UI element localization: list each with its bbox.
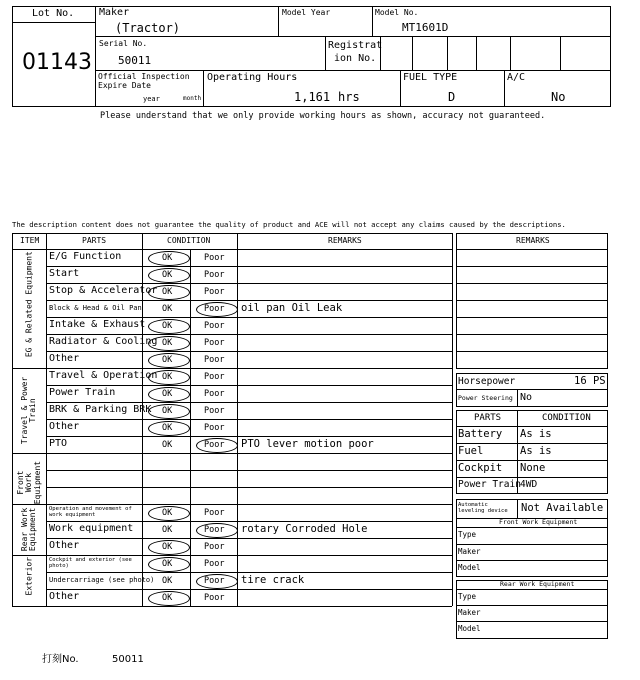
auto-level-label: Automatic leveling device	[458, 502, 508, 515]
part-name: Power Train	[49, 387, 116, 398]
fuel-type-label: FUEL TYPE	[403, 72, 458, 83]
model-no-label: Model No.	[375, 8, 419, 17]
ac-value: No	[551, 90, 566, 104]
condition-poor: Poor	[204, 508, 225, 518]
part-name: Other	[49, 421, 80, 432]
side-parts-label: PARTS	[474, 413, 502, 423]
condition-poor: Poor	[204, 423, 225, 433]
condition-ok: OK	[162, 287, 173, 297]
fuel-type-value: D	[448, 90, 456, 104]
condition-poor: Poor	[204, 338, 225, 348]
condition-ok: OK	[162, 355, 173, 365]
condition-poor: Poor	[204, 542, 225, 552]
horsepower-label: Horsepower	[458, 376, 516, 387]
fuel-label: Fuel	[458, 445, 484, 457]
part-name: BRK & Parking BRK	[49, 404, 152, 415]
horsepower-value: 16 PS	[574, 375, 606, 387]
condition-poor: Poor	[204, 287, 225, 297]
remark-text: oil pan Oil Leak	[241, 302, 343, 314]
front-type-label: Type	[458, 530, 477, 539]
model-year-label: Model Year	[282, 8, 331, 17]
selected-condition-circle	[196, 574, 238, 589]
condition-ok: OK	[162, 525, 173, 535]
selected-condition-circle	[196, 438, 238, 453]
maker-value: (Tractor)	[115, 21, 181, 35]
part-name: Intake & Exhaust	[49, 319, 146, 330]
part-name: Operation and movement of work equipment	[49, 506, 132, 519]
serial-no-value: 50011	[118, 54, 152, 67]
condition-poor: Poor	[204, 270, 225, 280]
cockpit-label: Cockpit	[458, 462, 503, 474]
cockpit-value: None	[520, 462, 546, 474]
condition-poor: Poor	[204, 440, 225, 450]
condition-poor: Poor	[204, 525, 225, 535]
condition-ok: OK	[162, 270, 173, 280]
condition-poor: Poor	[204, 559, 225, 569]
condition-ok: OK	[162, 559, 173, 569]
condition-poor: Poor	[204, 389, 225, 399]
selected-condition-circle	[148, 370, 190, 385]
remark-text: PTO lever motion poor	[241, 438, 374, 450]
description-notice: The description content does not guarantee the quality of product and ACE will not accept any claims caused by the descriptions.	[12, 220, 566, 229]
year-label: year	[143, 95, 160, 103]
condition-poor: Poor	[204, 406, 225, 416]
battery-value: As is	[520, 428, 552, 440]
front-work-label: Front Work Equipment	[499, 518, 578, 526]
part-name: PTO	[49, 438, 68, 449]
serial-no-label: Serial No.	[99, 39, 148, 48]
selected-condition-circle	[148, 387, 190, 402]
battery-label: Battery	[458, 428, 503, 440]
condition-ok: OK	[162, 372, 173, 382]
rear-type-label: Type	[458, 592, 477, 601]
condition-poor: Poor	[204, 576, 225, 586]
part-name: Other	[49, 540, 80, 551]
side-remarks-label: REMARKS	[516, 236, 550, 245]
condition-ok: OK	[162, 253, 173, 263]
hours-notice: Please understand that we only provide working hours as shown, accuracy not guaranteed.	[100, 111, 546, 121]
power-steering-value: No	[520, 392, 533, 403]
remark-text: tire crack	[241, 574, 305, 586]
lot-no-value: 01143	[22, 50, 92, 75]
part-name: Work equipment	[49, 523, 134, 534]
part-name: Travel & Operation	[49, 370, 158, 381]
part-name: E/G Function	[49, 251, 122, 262]
front-maker-label: Maker	[458, 547, 481, 556]
fuel-value: As is	[520, 445, 552, 457]
stamp-no-label: 打刻No.	[42, 654, 79, 665]
col-parts-header: PARTS	[82, 236, 107, 245]
selected-condition-circle	[148, 404, 190, 419]
condition-poor: Poor	[204, 593, 225, 603]
hrs-label: hrs	[338, 90, 360, 104]
group-label: Travel & Power Train	[19, 376, 37, 444]
group-label: Exterior	[23, 556, 33, 595]
condition-poor: Poor	[204, 253, 225, 263]
condition-poor: Poor	[204, 321, 225, 331]
condition-ok: OK	[162, 389, 173, 399]
group-label: EG & Related Equipment	[23, 250, 33, 357]
selected-condition-circle	[148, 268, 190, 283]
condition-ok: OK	[162, 321, 173, 331]
side-condition-label: CONDITION	[542, 413, 591, 423]
condition-ok: OK	[162, 508, 173, 518]
inspection-label-1: Official Inspection	[98, 72, 190, 81]
selected-condition-circle	[148, 421, 190, 436]
ac-label: A/C	[507, 72, 526, 83]
month-label: month	[183, 95, 202, 102]
col-condition-header: CONDITION	[167, 236, 211, 245]
condition-ok: OK	[162, 304, 173, 314]
condition-ok: OK	[162, 423, 173, 433]
condition-poor: Poor	[204, 355, 225, 365]
condition-ok: OK	[162, 406, 173, 416]
rear-work-label: Rear Work Equipment	[500, 580, 575, 588]
condition-ok: OK	[162, 542, 173, 552]
condition-ok: OK	[162, 440, 173, 450]
rear-maker-label: Maker	[458, 608, 481, 617]
selected-condition-circle	[196, 302, 238, 317]
lot-no-label: Lot No.	[32, 8, 75, 19]
auto-level-value: Not Available	[521, 502, 604, 514]
selected-condition-circle	[148, 353, 190, 368]
operating-hours-label: Operating Hours	[207, 72, 298, 83]
condition-ok: OK	[162, 593, 173, 603]
selected-condition-circle	[148, 336, 190, 351]
col-item-header: ITEM	[20, 236, 40, 245]
part-name: Radiator & Cooling	[49, 336, 158, 347]
condition-poor: Poor	[204, 304, 225, 314]
inspection-label-2: Expire Date	[98, 81, 151, 90]
selected-condition-circle	[148, 506, 190, 521]
maker-label: Maker	[99, 7, 130, 18]
selected-condition-circle	[148, 591, 190, 606]
part-name: Other	[49, 353, 80, 364]
registration-label-1: Registrat	[328, 40, 383, 51]
power-train-label: Power Train	[458, 479, 521, 490]
model-no-value: MT1601D	[402, 21, 449, 34]
remark-text: rotary Corroded Hole	[241, 523, 368, 535]
condition-ok: OK	[162, 576, 173, 586]
selected-condition-circle	[196, 523, 238, 538]
registration-label-2: ion No.	[334, 53, 377, 64]
col-remarks-header: REMARKS	[328, 236, 362, 245]
power-train-value: 4WD	[520, 479, 538, 490]
part-name: Start	[49, 268, 80, 279]
group-label: Front Work Equipment	[15, 460, 42, 504]
part-name: Block & Head & Oil Pan	[49, 304, 142, 312]
group-label: Rear Work Equipment	[19, 507, 37, 551]
selected-condition-circle	[148, 285, 190, 300]
part-name: Other	[49, 591, 80, 602]
selected-condition-circle	[148, 540, 190, 555]
part-name: Undercarriage (see photo)	[49, 576, 155, 584]
condition-poor: Poor	[204, 372, 225, 382]
selected-condition-circle	[148, 319, 190, 334]
rear-model-label: Model	[458, 624, 481, 633]
condition-ok: OK	[162, 338, 173, 348]
selected-condition-circle	[148, 251, 190, 266]
operating-hours-value: 1,161	[294, 90, 331, 104]
part-name: Stop & Accelerator	[49, 285, 158, 296]
part-name: Cockpit and exterior (see photo)	[49, 557, 132, 570]
stamp-no-value: 50011	[112, 654, 144, 665]
power-steering-label: Power Steering	[458, 394, 513, 402]
selected-condition-circle	[148, 557, 190, 572]
front-model-label: Model	[458, 563, 481, 572]
